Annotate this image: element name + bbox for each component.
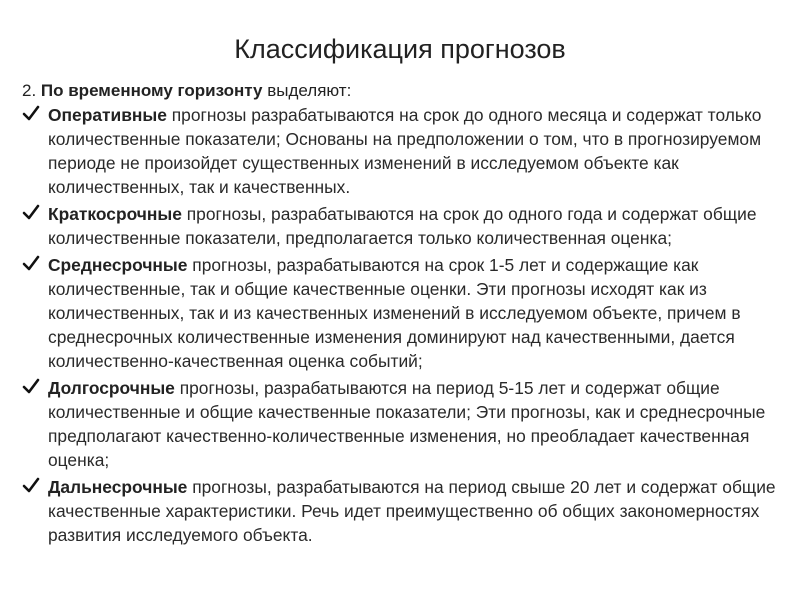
bullet-far-term <box>22 475 800 547</box>
bullet-short-term <box>22 202 800 250</box>
bullet-list <box>22 103 800 550</box>
bullet-term: Долгосрочные <box>48 378 175 398</box>
checkmark-icon <box>22 104 40 122</box>
bullet-term: Дальнесрочные <box>48 477 188 497</box>
checkmark-icon <box>22 377 40 395</box>
checkmark-icon <box>22 203 40 221</box>
intro-bold: По временному горизонту <box>40 81 263 100</box>
bullet-text: прогнозы, разрабатываются на срок 1-5 лет и содержащие как количественные, так и общие качественные оценки. Эти прогнозы исходят как из количественных, так и из качественных изменений в исследуемом объекте, причем в среднесрочных количественные изменения доминируют над качественными, дается количественно-качественная оценка событий; <box>48 255 741 371</box>
slide-title: Классификация прогнозов <box>234 34 566 64</box>
intro-line <box>22 80 351 102</box>
bullet-term: Оперативные <box>48 105 167 125</box>
bullet-long-term <box>22 376 800 472</box>
bullet-text: прогнозы разрабатываются на срок до одного месяца и содержат только количественные показатели; Основаны на предположении о том, что в прогнозируемом периоде не произойдет существенных изменений в исследуемом объекте как количественных, так и качественных. <box>48 105 762 197</box>
bullet-text: прогнозы, разрабатываются на период свыше 20 лет и содержат общие качественные характеристики. Речь идет преимущественно об общих закономерностях развития исследуемого объекта. <box>48 477 776 545</box>
checkmark-icon <box>22 254 40 272</box>
intro-prefix: 2. <box>22 81 41 100</box>
intro-rest: выделяют: <box>262 81 352 100</box>
bullet-term: Краткосрочные <box>48 204 182 224</box>
bullet-operative <box>22 103 800 199</box>
bullet-mid-term <box>22 253 800 373</box>
bullet-text: прогнозы, разрабатываются на период 5-15 лет и содержат общие количественные и общие качественные показатели; Эти прогнозы, как и среднесрочные предполагают качественно-количественные изменения, но преобладает качественная оценка; <box>48 378 766 470</box>
bullet-text: прогнозы, разрабатываются на срок до одного года и содержат общие количественные показатели, предполагается только количественная оценка; <box>48 204 757 248</box>
checkmark-icon <box>22 476 40 494</box>
bullet-term: Среднесрочные <box>48 255 188 275</box>
